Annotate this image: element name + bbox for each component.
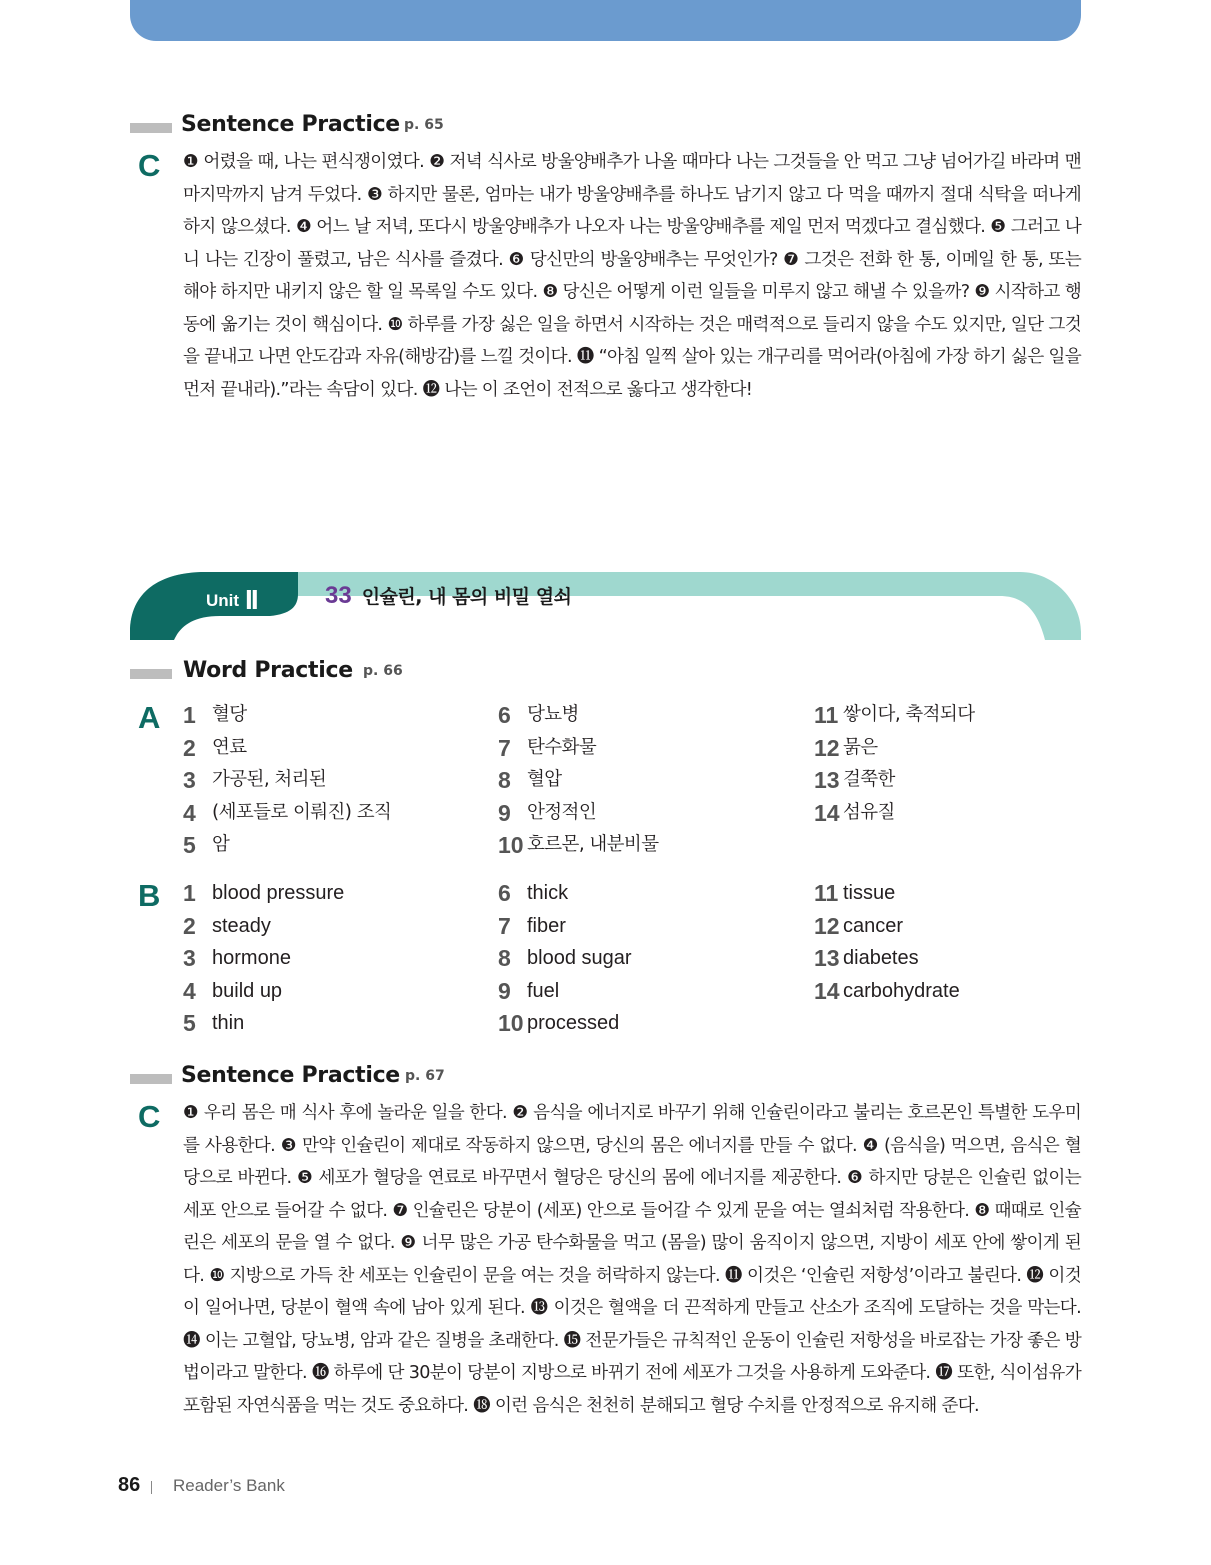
top-banner <box>130 0 1081 41</box>
sentence-practice-text-1: ❶ 어렸을 때, 나는 편식쟁이였다. ❷ 저녁 식사로 방울양배추가 나올 때마다 나는 그것들을 안 먹고 그냥 넘어가길 바라며 맨 마지막까지 남겨 두었다. ❸ 하지만 물론, 엄마는 내가 방울양배추를 하나도 남기지 않고 다 먹을 때까지 절대 식탁을 떠나게 하지 않으셨다. ❹ 어느 날 저녁, 또다시 방울양배추가 나오자 나는 방울양배추를 제일 먼저 먹겠다고 결심했다. ❺ 그러고 나니 나는 긴장이 풀렸고, 남은 식사를 즐겼다. ❻ 당신만의 방울양배추는 무엇인가? ❼ 그것은 전화 한 통, 이메일 한 통, 또는 해야 하지만 내키지 않은 할 일 목록일 수도 있다. ❽ 당신은 어떻게 이런 일들을 미루지 않고 해낼 수 있을까? ❾ 시작하고 행동에 옮기는 것이 핵심이다. ❿ 하루를 가장 싫은 일을 하면서 시작하는 것은 매력적으로 들리지 않을 수도 있지만, 일단 그것을 끝내고 나면 안도감과 자유(해방감)를 느낄 것이다. ⓫ “아침 일찍 살아 있는 개구리를 먹어라(아침에 가장 하기 싫은 일을 먼저 끝내라).”라는 속담이 있다. ⓬ 나는 이 조언이 전적으로 옳다고 생각한다! <box>183 152 1081 400</box>
section-title: Sentence Practice <box>181 1063 400 1088</box>
unit-name: 인슐린, 내 몸의 비밀 열쇠 <box>361 586 572 608</box>
unit-band-shape <box>130 572 1081 640</box>
section-page-ref: p. 65 <box>404 117 444 133</box>
unit-word: Unit <box>206 591 240 610</box>
section-title: Word Practice <box>183 658 353 683</box>
exercise-letter-a: A <box>138 700 161 735</box>
book-title: Reader’s Bank <box>173 1476 285 1495</box>
section-title: Sentence Practice <box>181 112 400 137</box>
section-page-ref: p. 66 <box>363 663 403 679</box>
section-bar <box>130 123 172 133</box>
page-number: 86 <box>118 1474 141 1496</box>
exercise-letter-b: B <box>138 878 161 913</box>
exercise-letter-c: C <box>138 1099 161 1134</box>
unit-number: 33 <box>325 582 352 609</box>
unit-roman-numeral: II <box>245 584 257 615</box>
section-page-ref: p. 67 <box>405 1068 445 1084</box>
unit-label <box>206 584 257 616</box>
unit-title <box>325 582 571 610</box>
section-bar <box>130 669 172 679</box>
exercise-letter-c: C <box>138 148 161 183</box>
unit-band <box>130 572 1081 640</box>
section-bar <box>130 1074 172 1084</box>
footer-divider <box>151 1481 152 1494</box>
sentence-practice-text-2: ❶ 우리 몸은 매 식사 후에 놀라운 일을 한다. ❷ 음식을 에너지로 바꾸기 위해 인슐린이라고 불리는 호르몬인 특별한 도우미를 사용한다. ❸ 만약 인슐린이 제대로 작동하지 않으면, 당신의 몸은 에너지를 만들 수 없다. ❹ (음식을) 먹으면, 음식은 혈당으로 바뀐다. ❺ 세포가 혈당을 연료로 바꾸면서 혈당은 당신의 몸에 에너지를 제공한다. ❻ 하지만 당분은 인슐린 없이는 세포 안으로 들어갈 수 없다. ❼ 인슐린은 당분이 (세포) 안으로 들어갈 수 있게 문을 여는 열쇠처럼 작용한다. ❽ 때때로 인슐린은 세포의 문을 열 수 없다. ❾ 너무 많은 가공 탄수화물을 먹고 (몸을) 많이 움직이지 않으면, 지방이 세포 안에 쌓이게 된다. ❿ 지방으로 가득 찬 세포는 인슐린이 문을 여는 것을 허락하지 않는다. ⓫ 이것은 ‘인슐린 저항성’이라고 불린다. ⓬ 이것이 일어나면, 당분이 혈액 속에 남아 있게 된다. ⓭ 이것은 혈액을 더 끈적하게 만들고 산소가 조직에 도달하는 것을 막는다. ⓮ 이는 고혈압, 당뇨병, 암과 같은 질병을 초래한다. ⓯ 전문가들은 규칙적인 운동이 인슐린 저항성을 바로잡는 가장 좋은 방법이라고 말한다. ⓰ 하루에 단 30분이 당분이 지방으로 바뀌기 전에 세포가 그것을 사용하게 도와준다. ⓱ 또한, 식이섬유가 포함된 자연식품을 먹는 것도 중요하다. ⓲ 이런 음식은 천천히 분해되고 혈당 수치를 안정적으로 유지해 준다. <box>183 1103 1081 1416</box>
